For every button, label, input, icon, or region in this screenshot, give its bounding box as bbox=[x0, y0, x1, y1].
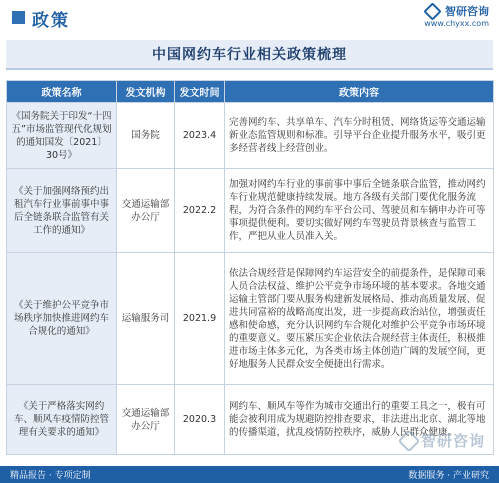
content-cell: 网约车、顺风车等作为城市交通出行的重要工具之一，极有可能会被利用成为规避防控排查要求，非法进出北京、湖北等地的传播渠道，扰乱疫情防控秩序，威胁人民群众健康。 bbox=[225, 385, 494, 455]
policy-name-cell: 《关于维护公平竞争市场秩序加快推进网约车合规化的通知》 bbox=[7, 253, 117, 385]
col-header-agency: 发文机构 bbox=[117, 81, 175, 103]
policy-table bbox=[6, 80, 494, 455]
content-cell: 完善网约车、共享单车、汽车分时租赁、网络货运等交通运输新业态监管规则和标准。引导平台企业提升服务水平，吸引更多经营者线上经营创业。 bbox=[225, 103, 494, 169]
section-title: 政策 bbox=[32, 11, 70, 31]
watermark-diamond-icon bbox=[398, 429, 421, 452]
table-row bbox=[7, 169, 494, 253]
policy-name-cell: 《关于加强网络预约出租汽车行业事前事中事后全链条联合监管有关工作的通知》 bbox=[7, 169, 117, 253]
footer-right-text: 数据服务 · 产业研究 bbox=[408, 471, 489, 481]
footer-left-text: 精品报告 · 专项定制 bbox=[10, 471, 91, 481]
agency-cell: 运输服务司 bbox=[117, 253, 175, 385]
agency-cell: 交通运输部办公厅 bbox=[117, 169, 175, 253]
brand-url: www.chyxx.com bbox=[424, 19, 489, 28]
date-cell: 2022.2 bbox=[175, 169, 225, 253]
content-cell: 加强对网约车行业的事前事中事后全链条联合监管，推动网约车行业规范健康持续发展。地方各级有关部门要优化服务流程，为符合条件的网约车平台公司、驾驶员和车辆申办许可等事项提供便利。要切实做好网约车驾驶员背景核查与监管工作，严把从业人员准入关。 bbox=[225, 169, 494, 253]
table-header-row bbox=[7, 81, 494, 103]
agency-cell: 国务院 bbox=[117, 103, 175, 169]
table-row bbox=[7, 103, 494, 169]
watermark bbox=[401, 430, 485, 451]
agency-cell: 交通运输部办公厅 bbox=[117, 385, 175, 455]
table-title: 中国网约车行业相关政策梳理 bbox=[152, 47, 347, 63]
watermark-text: 智研咨询 bbox=[420, 432, 485, 450]
policy-name-cell: 《国务院关于印发“十四五”市场监管现代化规划的通知国发〔2021〕30号》 bbox=[7, 103, 117, 169]
table-title-bar bbox=[6, 40, 493, 70]
content-cell: 依法合规经营是保障网约车运营安全的前提条件，是保障司乘人员合法权益、维护公平竞争市场环境的基本要求。各地交通运输主管部门要从服务构建新发展格局、推动高质量发展、促进共同富裕的战略高度出发，进一步提高政治站位，增强责任感和使命感，充分认识网约车合规化对维护公平竞争市场环境的重要意义。要压紧压实企业依法合规经营主体责任，积极推进市场主体多元化，为各类市场主体创造广阔的发展空间，更好地服务人民群众安全便捷出行需求。 bbox=[225, 253, 494, 385]
col-header-date: 发文时间 bbox=[175, 81, 225, 103]
section-square-icon bbox=[12, 11, 25, 24]
policy-name-cell: 《关于严格落实网约车、顺风车疫情防控管理有关要求的通知》 bbox=[7, 385, 117, 455]
section-header bbox=[0, 0, 499, 36]
brand-logo-block bbox=[424, 3, 489, 29]
date-cell: 2021.9 bbox=[175, 253, 225, 385]
brand-name: 智研咨询 bbox=[445, 5, 489, 18]
table-row bbox=[7, 253, 494, 385]
col-header-content: 政策内容 bbox=[225, 81, 494, 103]
date-cell: 2023.4 bbox=[175, 103, 225, 169]
col-header-policy-name: 政策名称 bbox=[7, 81, 117, 103]
date-cell: 2020.3 bbox=[175, 385, 225, 455]
brand-diamond-icon bbox=[423, 2, 441, 20]
footer-bar bbox=[0, 466, 499, 483]
